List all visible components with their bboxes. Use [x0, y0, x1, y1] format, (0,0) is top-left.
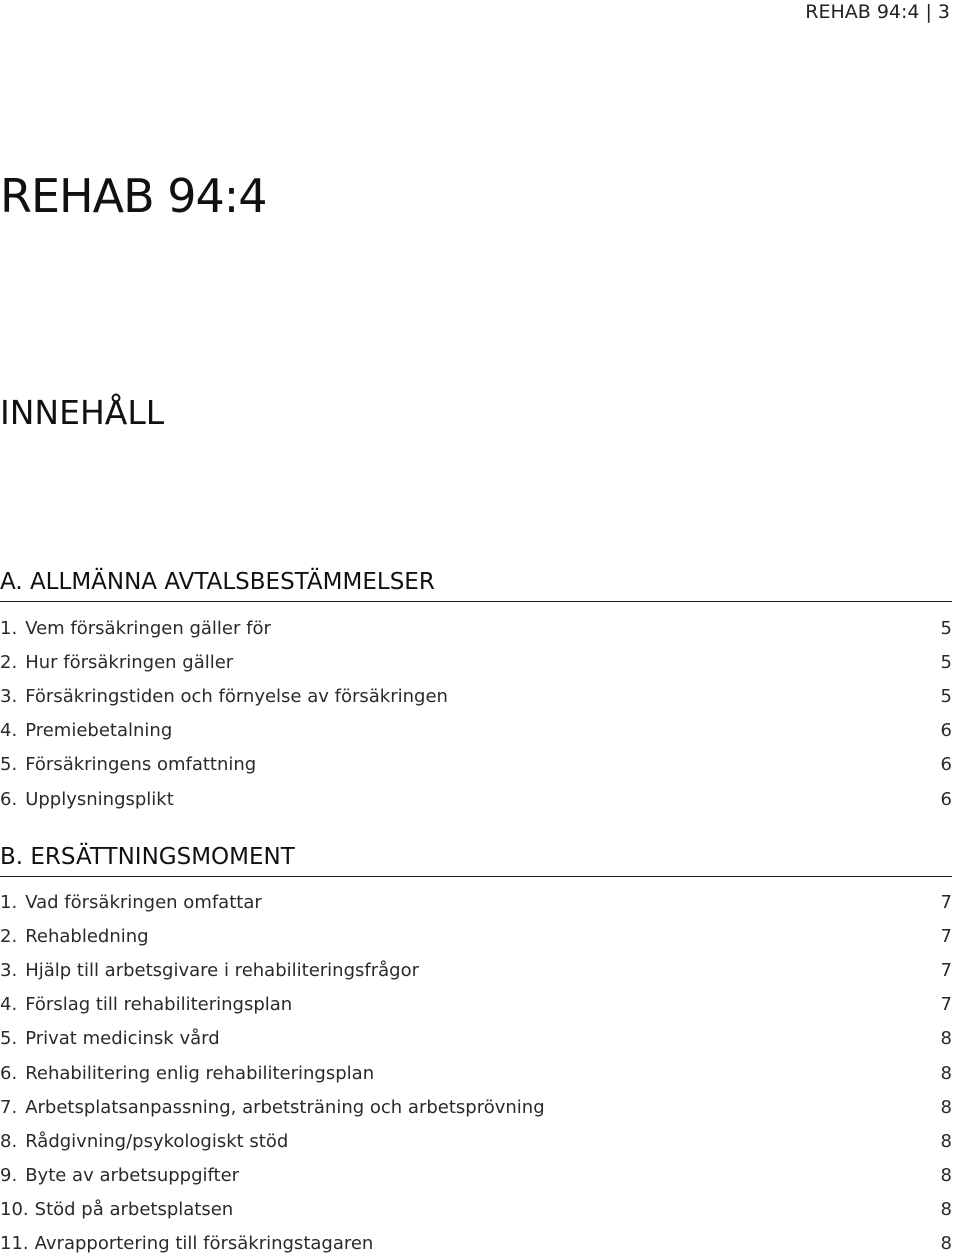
toc-entry-label: Arbetsplatsanpassning, arbetsträning och arbetsprövning	[25, 1096, 545, 1118]
toc-entry-page: 6	[940, 753, 952, 775]
toc-entry[interactable]	[0, 990, 952, 1018]
toc-entry-label: Försäkringstiden och förnyelse av försäkringen	[25, 685, 448, 707]
toc-entry-page: 5	[940, 617, 952, 639]
running-header	[805, 0, 950, 24]
toc-entry-label: Stöd på arbetsplatsen	[34, 1198, 234, 1220]
toc-entry-number: 10.	[0, 1198, 29, 1220]
toc-entry-page: 8	[940, 1232, 952, 1254]
document-title: REHAB 94:4	[0, 169, 267, 223]
toc-entry-label: Rådgivning/psykologiskt stöd	[25, 1130, 289, 1152]
toc-entry-label: Försäkringens omfattning	[25, 753, 257, 775]
section-title: B. ERSÄTTNINGSMOMENT	[0, 844, 295, 870]
running-header-page-number: 3	[937, 1, 950, 23]
toc-entry-page: 8	[940, 1130, 952, 1152]
toc-entry[interactable]	[0, 1127, 952, 1155]
running-header-title: REHAB 94:4	[805, 1, 920, 23]
toc-entry-label: Rehabilitering enlig rehabiliteringsplan	[25, 1062, 375, 1084]
running-header-separator: |	[925, 1, 932, 23]
toc-entry-number: 5.	[0, 1027, 18, 1049]
toc-entry-number: 3.	[0, 685, 18, 707]
toc-entry-label: Byte av arbetsuppgifter	[25, 1164, 240, 1186]
toc-entry-label: Premiebetalning	[25, 719, 173, 741]
toc-entry[interactable]	[0, 1059, 952, 1087]
toc-entry-page: 5	[940, 651, 952, 673]
toc-entry-label: Avrapportering till försäkringstagaren	[34, 1232, 374, 1254]
toc-entry-number: 1.	[0, 891, 18, 913]
toc-entry[interactable]	[0, 785, 952, 813]
toc-entry[interactable]	[0, 956, 952, 984]
toc-entry-label: Hjälp till arbetsgivare i rehabiliteringsfrågor	[25, 959, 419, 981]
section-divider	[0, 601, 952, 602]
toc-entry[interactable]	[0, 614, 952, 642]
section-title: A. ALLMÄNNA AVTALSBESTÄMMELSER	[0, 569, 435, 595]
toc-entry-page: 7	[940, 925, 952, 947]
toc-entry-number: 1.	[0, 617, 18, 639]
toc-entry-number: 3.	[0, 959, 18, 981]
toc-entry-page: 7	[940, 891, 952, 913]
toc-entry-page: 6	[940, 719, 952, 741]
toc-entry[interactable]	[0, 750, 952, 778]
toc-entry-page: 7	[940, 959, 952, 981]
toc-entry-label: Upplysningsplikt	[25, 788, 174, 810]
toc-entry[interactable]	[0, 1093, 952, 1121]
toc-entry[interactable]	[0, 1024, 952, 1052]
toc-entry-page: 8	[940, 1062, 952, 1084]
toc-entry-label: Vem försäkringen gäller för	[25, 617, 271, 639]
toc-entry-number: 7.	[0, 1096, 18, 1118]
toc-entry-label: Hur försäkringen gäller	[25, 651, 234, 673]
toc-entry-label: Förslag till rehabiliteringsplan	[25, 993, 293, 1015]
toc-entry-label: Vad försäkringen omfattar	[25, 891, 262, 913]
toc-heading: INNEHÅLL	[0, 393, 165, 432]
toc-entry[interactable]	[0, 888, 952, 916]
toc-entry-number: 4.	[0, 719, 18, 741]
toc-entry[interactable]	[0, 1195, 952, 1223]
section-divider	[0, 876, 952, 877]
toc-entry[interactable]	[0, 922, 952, 950]
toc-entry-page: 7	[940, 993, 952, 1015]
toc-entry-page: 8	[940, 1164, 952, 1186]
toc-entry-label: Rehabledning	[25, 925, 149, 947]
toc-entry-page: 8	[940, 1198, 952, 1220]
toc-entry[interactable]	[0, 648, 952, 676]
toc-entry[interactable]	[0, 1161, 952, 1189]
toc-entry[interactable]	[0, 682, 952, 710]
toc-entry-page: 8	[940, 1027, 952, 1049]
toc-entry-number: 2.	[0, 925, 18, 947]
toc-entry[interactable]	[0, 716, 952, 744]
toc-entry-label: Privat medicinsk vård	[25, 1027, 220, 1049]
toc-entry-number: 2.	[0, 651, 18, 673]
toc-entry-number: 8.	[0, 1130, 18, 1152]
toc-entry-number: 9.	[0, 1164, 18, 1186]
toc-entry-number: 11.	[0, 1232, 29, 1254]
toc-entry-number: 6.	[0, 788, 18, 810]
toc-entry-page: 5	[940, 685, 952, 707]
toc-entry[interactable]	[0, 1229, 952, 1257]
toc-entry-number: 5.	[0, 753, 18, 775]
toc-entry-number: 6.	[0, 1062, 18, 1084]
toc-entry-page: 6	[940, 788, 952, 810]
toc-entry-number: 4.	[0, 993, 18, 1015]
toc-entry-page: 8	[940, 1096, 952, 1118]
